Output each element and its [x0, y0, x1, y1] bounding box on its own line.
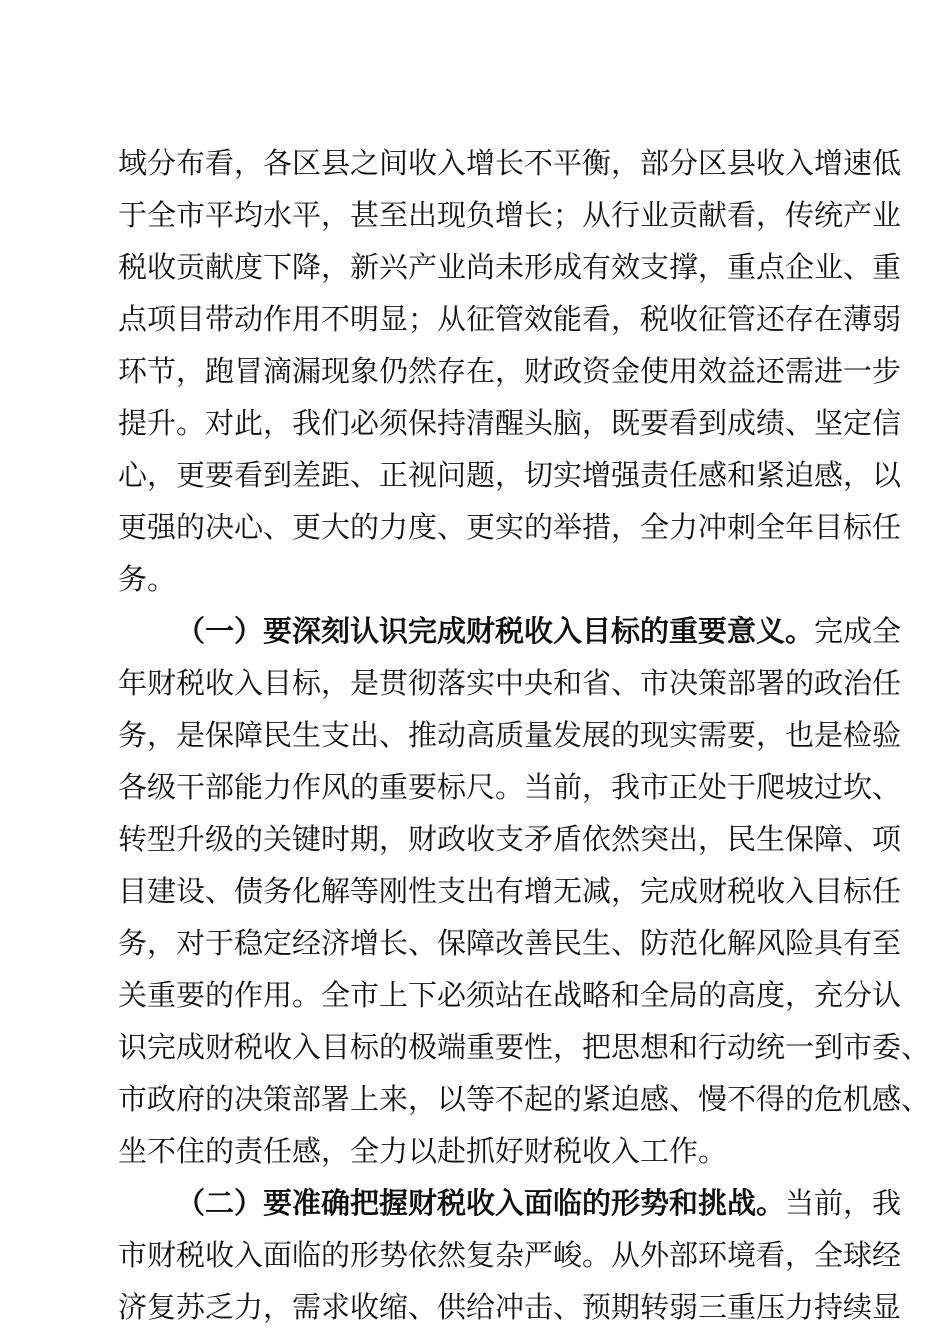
body-text-line: 提升。对此，我们必须保持清醒头脑，既要看到成绩、坚定信: [118, 406, 902, 440]
section-heading: （二）要准确把握财税收入面临的形势和挑战。: [176, 1186, 786, 1220]
body-text-line: 域分布看，各区县之间收入增长不平衡，部分区县收入增速低: [118, 146, 902, 180]
body-text-line: 关重要的作用。全市上下必须站在战略和全局的高度，充分认: [118, 978, 902, 1012]
body-text-line: 年财税收入目标，是贯彻落实中央和省、市决策部署的政治任: [118, 666, 902, 700]
section-first-line-rest: 当前，我: [785, 1186, 902, 1220]
body-text-line: 环节，跑冒滴漏现象仍然存在，财政资金使用效益还需进一步: [118, 354, 902, 388]
body-text-line: 识完成财税收入目标的极端重要性，把思想和行动统一到市委、: [118, 1030, 931, 1064]
section-first-line-rest: 完成全: [814, 614, 902, 648]
body-text-line: 市财税收入面临的形势依然复杂严峻。从外部环境看，全球经: [118, 1238, 902, 1272]
body-text-line: 税收贡献度下降，新兴产业尚未形成有效支撑，重点企业、重: [118, 250, 902, 284]
body-text-line: 济复苏乏力，需求收缩、供给冲击、预期转弱三重压力持续显: [118, 1290, 902, 1324]
body-text-line: 务。: [118, 562, 177, 596]
body-text-line: 各级干部能力作风的重要标尺。当前，我市正处于爬坡过坎、: [118, 770, 902, 804]
section-first-line: [176, 611, 902, 651]
body-text-line: 更强的决心、更大的力度、更实的举措，全力冲刺全年目标任: [118, 510, 902, 544]
section-first-line: [176, 1183, 902, 1223]
body-text-line: 务，对于稳定经济增长、保障改善民生、防范化解风险具有至: [118, 926, 902, 960]
body-text-line: 于全市平均水平，甚至出现负增长；从行业贡献看，传统产业: [118, 198, 902, 232]
body-text-line: 心，更要看到差距、正视问题，切实增强责任感和紧迫感，以: [118, 458, 902, 492]
body-text-line: 务，是保障民生支出、推动高质量发展的现实需要，也是检验: [118, 718, 902, 752]
body-text-line: 目建设、债务化解等刚性支出有增无减，完成财税收入目标任: [118, 874, 902, 908]
section-heading: （一）要深刻认识完成财税收入目标的重要意义。: [176, 614, 815, 648]
body-text-line: 点项目带动作用不明显；从征管效能看，税收征管还存在薄弱: [118, 302, 902, 336]
body-text-line: 转型升级的关键时期，财政收支矛盾依然突出，民生保障、项: [118, 822, 902, 856]
body-text-line: 坐不住的责任感，全力以赴抓好财税收入工作。: [118, 1134, 728, 1168]
body-text-line: 市政府的决策部署上来，以等不起的紧迫感、慢不得的危机感、: [118, 1082, 931, 1116]
